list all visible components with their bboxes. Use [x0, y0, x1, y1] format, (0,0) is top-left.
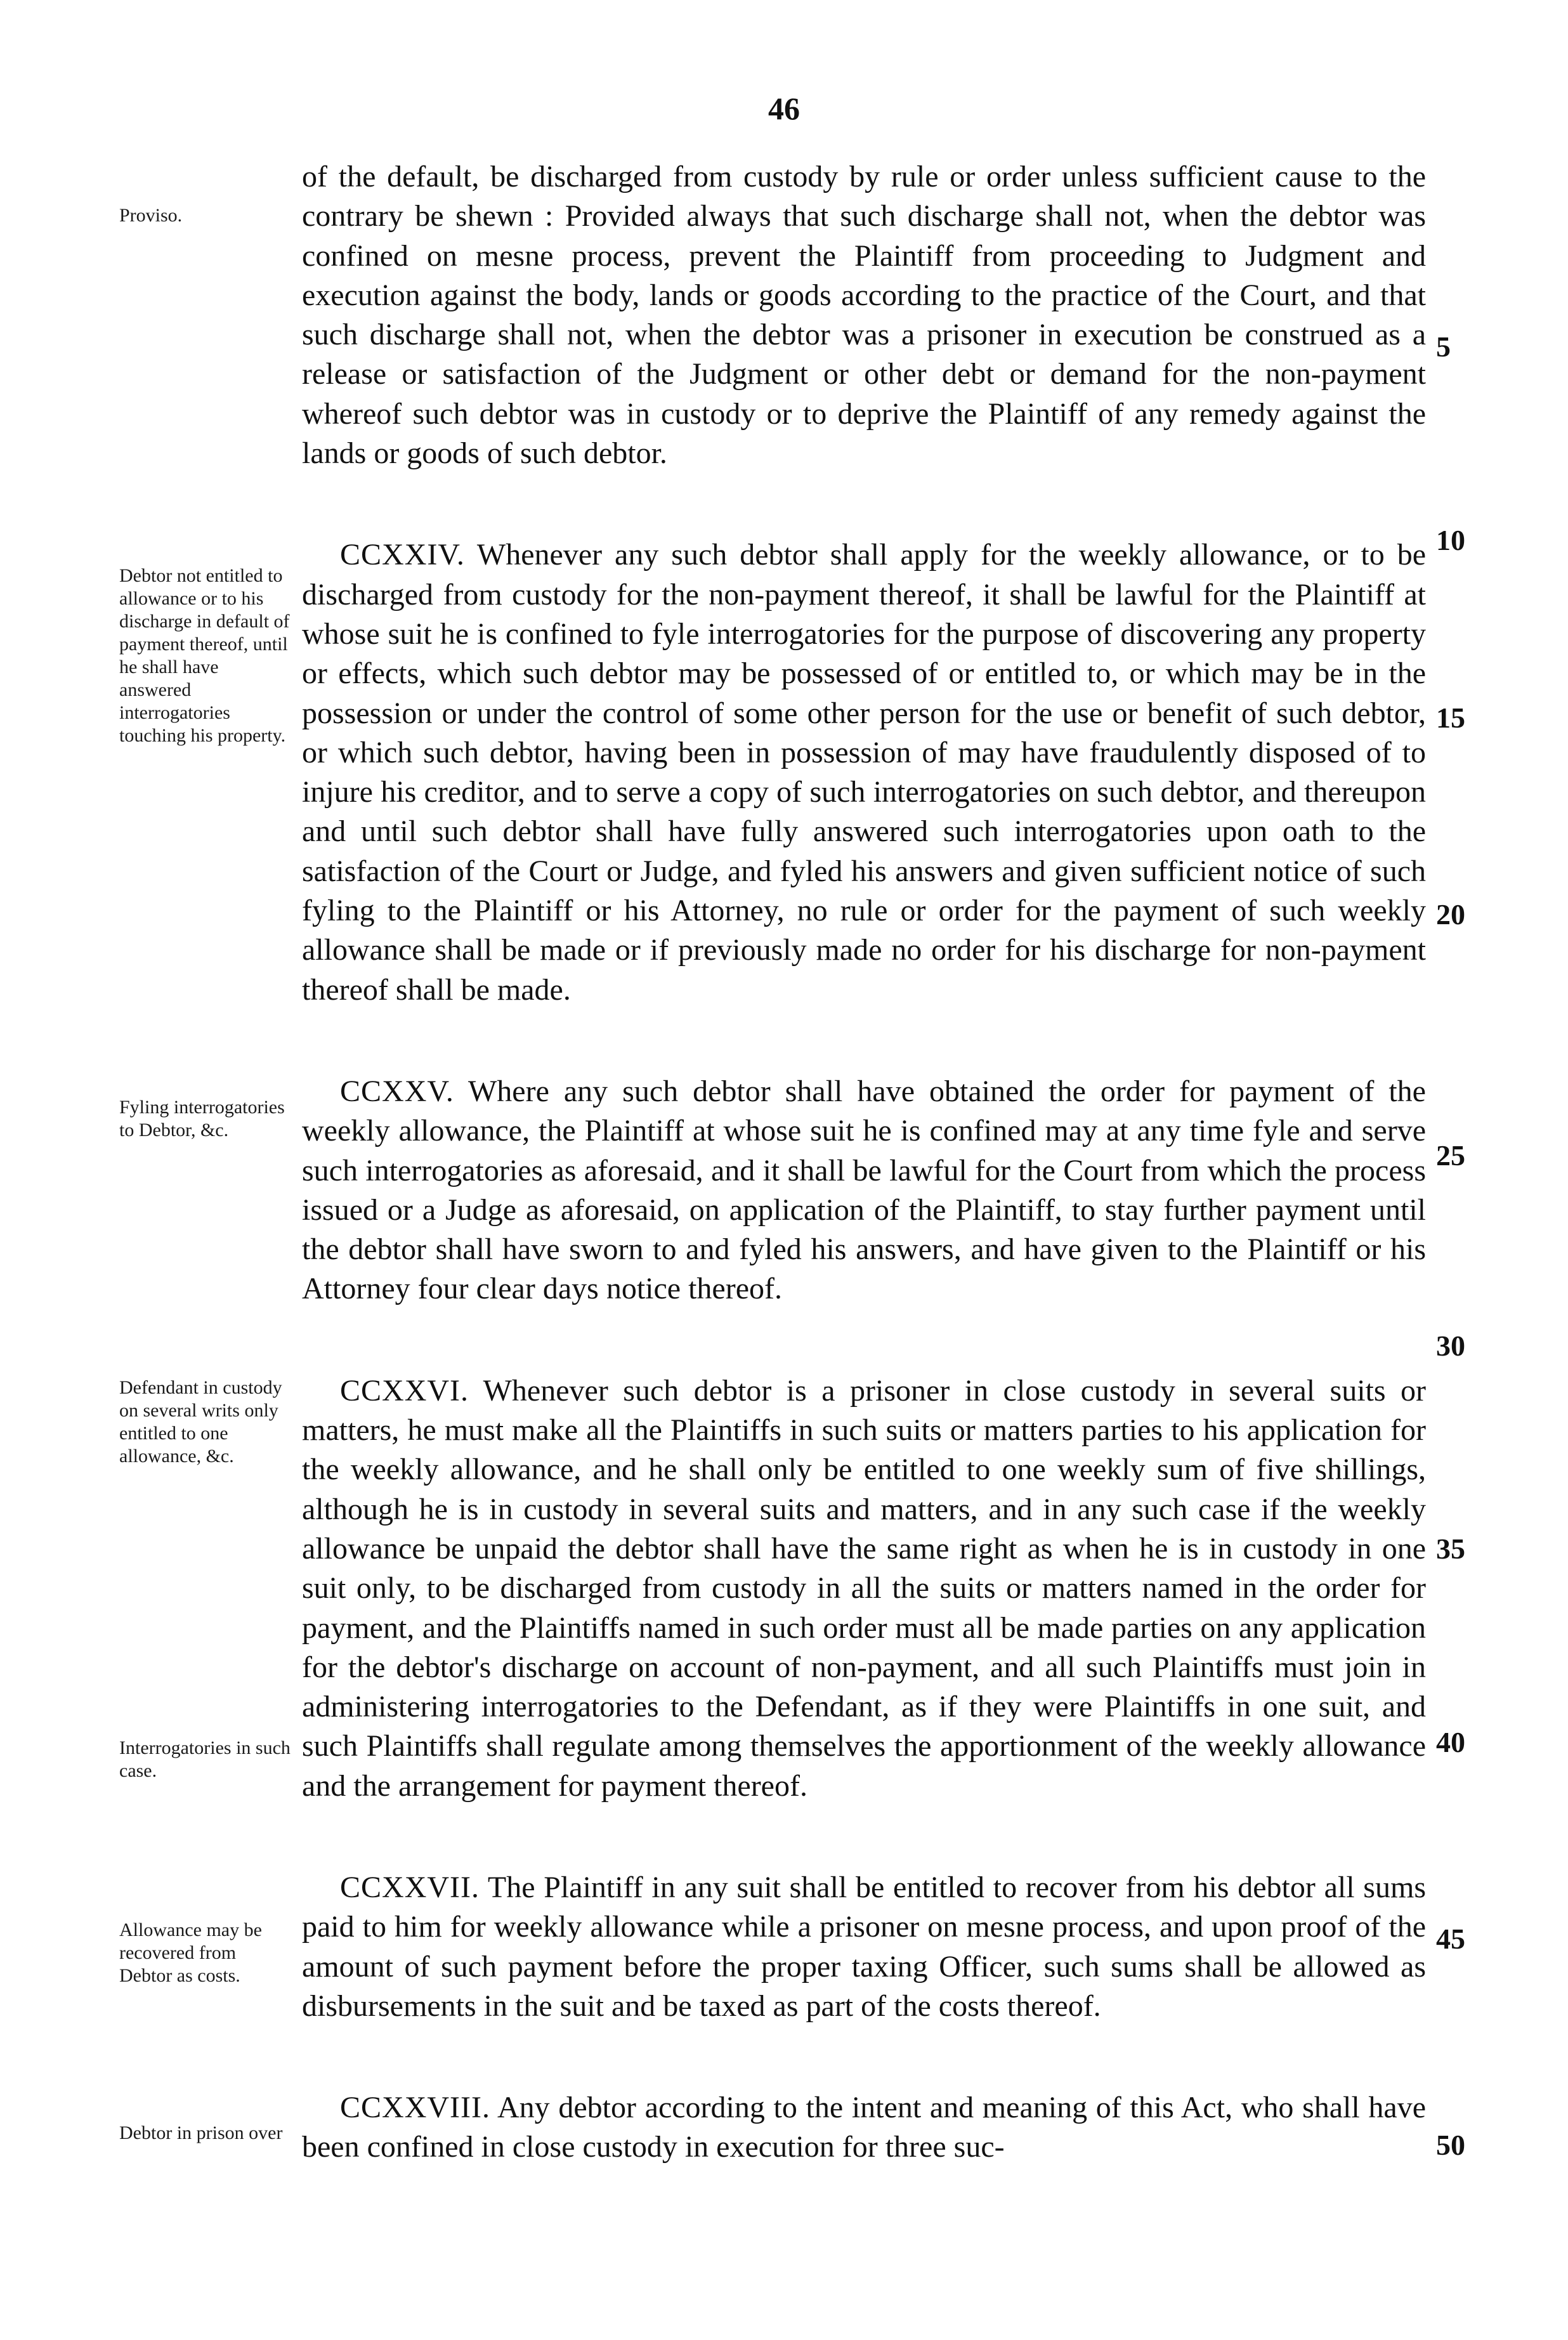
- section-number: CCXXVIII.: [340, 2091, 490, 2125]
- section-ccxxvii: [302, 1868, 1426, 2026]
- line-number-10: 10: [1436, 524, 1465, 556]
- margin-note-several-writs: Defendant in custody on several writs only entitled to one allowance, &c.: [119, 1377, 282, 1467]
- margin-note-allowance-costs: Allowance may be recovered from Debtor as costs.: [119, 1919, 262, 1986]
- section-ccxxviii: [302, 2088, 1426, 2167]
- line-number-35: 35: [1436, 1533, 1465, 1565]
- section-number: CCXXIV.: [340, 538, 465, 572]
- line-number-40: 40: [1436, 1726, 1465, 1758]
- line-number-25: 25: [1436, 1139, 1465, 1172]
- paragraph-text: The Plaintiff in any suit shall be entitled to recover from his debtor all sums paid to him for weekly allowance while a prisoner on mesne process, and upon proof of the amount of such payment before the proper taxing Officer, such sums shall be allowed as disbursements in the suit and be taxed as part of the costs thereof.: [302, 1870, 1426, 2023]
- line-number-20: 20: [1436, 898, 1465, 931]
- paragraph-continued: [302, 157, 1426, 473]
- margin-note-debtor-in-prison: Debtor in prison over: [119, 2122, 283, 2143]
- margin-note-proviso: Proviso.: [119, 205, 183, 226]
- paragraph-text: Whenever such debtor is a prisoner in close custody in several suits or matters, he must make all the Plaintiffs in such suits or matters parties to his application for the weekly allowance, and he shall only be entitled to one weekly sum of five shillings, although he is in custody in several suits and matters, and in any such case if the weekly allowance be unpaid the debtor shall have the same right as when he is in custody in one suit only, to be discharged from custody in all the suits or matters named in the order for payment, and the Plaintiffs named in such order must all be made parties on any application for the debtor's discharge on account of non-payment, and all such Plaintiffs must join in administering interrogatories to the Defendant, as if they were Plaintiffs in one suit, and such Plaintiffs shall regulate among themselves the apportionment of the weekly allowance and the arrangement for payment thereof.: [302, 1373, 1427, 1803]
- paragraph-text: of the default, be discharged from custody by rule or order unless sufficient cause to the contrary be shewn : Provided always that such discharge shall not, when the debtor was confined on mesne process, prevent the Plaintiff from proceeding to Judgment and execution against the body, lands or goods according to the practice of the Court, and that such discharge shall not, when the debtor was a prisoner in execution be construed as a release or satisfaction of the Judgment or other debt or demand for the non-payment whereof such debtor was in custody or to deprive the Plaintiff of any remedy against the lands or goods of such debtor.: [302, 160, 1426, 471]
- section-number: CCXXV.: [340, 1074, 454, 1108]
- line-number-15: 15: [1436, 702, 1465, 734]
- section-number: CCXXVII.: [340, 1870, 480, 1904]
- paragraph-text: Any debtor according to the intent and meaning of this Act, who shall have been confined in close custody in execution for three suc-: [302, 2091, 1426, 2164]
- page-number: 46: [768, 91, 800, 126]
- line-number-50: 50: [1436, 2129, 1465, 2161]
- line-number-30: 30: [1436, 1330, 1465, 1362]
- section-ccxxvi: [302, 1371, 1426, 1806]
- margin-note-interrogatories-such-case: Interrogatories in such case.: [119, 1737, 291, 1781]
- line-number-45: 45: [1436, 1923, 1465, 1955]
- section-ccxxv: [302, 1072, 1426, 1309]
- margin-note-fyling-interrogatories: Fyling interrogatories to Debtor, &c.: [119, 1097, 285, 1141]
- margin-note-debtor-not-entitled: Debtor not entitled to allowance or to his discharge in default of payment thereof, until he shall have answered interrogatories touching his property.: [119, 565, 290, 746]
- paragraph-text: Whenever any such debtor shall apply for the weekly allowance, or to be discharged from custody for the non-payment thereof, it shall be lawful for the Plaintiff at whose suit he is confined to fyle interrogatories for the purpose of discovering any property or effects, which such debtor may be possessed of or entitled to, or which may be in the possession or under the control of some other person for the use or benefit of such debtor, or which such debtor, having been in possession of may have fraudulently disposed of to injure his creditor, and to serve a copy of such interrogatories on such debtor, and thereupon and until such debtor shall have fully answered such interrogatories upon oath to the satisfaction of the Court or Judge, and fyled his answers and given sufficient notice of such fyling to the Plaintiff or his Attorney, no rule or order for the payment of such weekly allowance shall be made or if previously made no order for his discharge for non-payment thereof shall be made.: [302, 538, 1426, 1007]
- section-ccxxiv: [302, 535, 1426, 1010]
- body-text: [302, 157, 1426, 2167]
- line-number-5: 5: [1436, 330, 1451, 363]
- section-number: CCXXVI.: [340, 1373, 469, 1408]
- paragraph-text: Where any such debtor shall have obtained the order for payment of the weekly allowance, the Plaintiff at whose suit he is confined may at any time fyle and serve such interrogatories as aforesaid, and it shall be lawful for the Court from which the process issued or a Judge as aforesaid, on application of the Plaintiff, to stay further payment until the debtor shall have sworn to and fyled his answers, and have given to the Plaintiff or his Attorney four clear days notice thereof.: [302, 1074, 1426, 1306]
